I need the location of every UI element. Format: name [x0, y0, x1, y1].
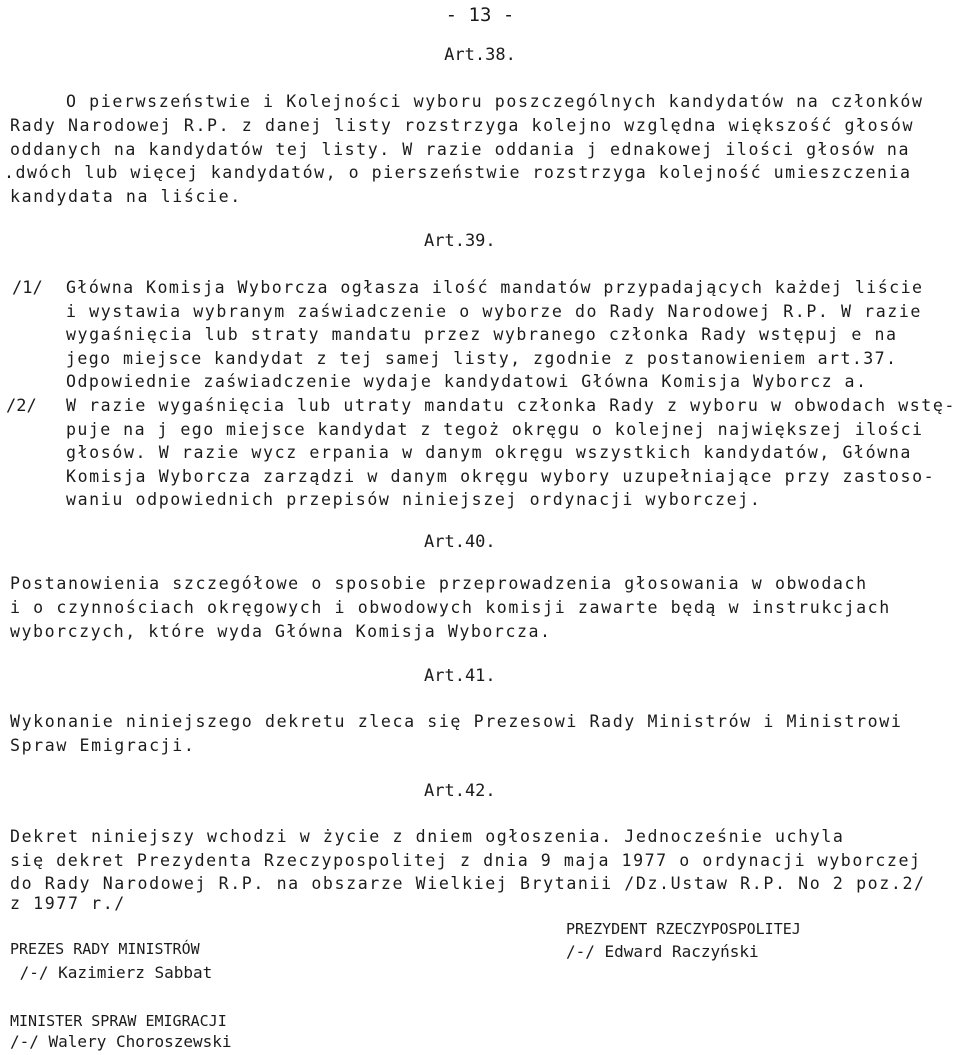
article-38-line: oddanych na kandydatów tej listy. W razie oddania j ednakowej ilości głosów na: [10, 140, 910, 159]
article-40-line: i o czynnościach okręgowych i obwodowych komisji zawarte będą w instrukcjach: [10, 598, 891, 617]
article-38-line: O pierwszeństwie i Kolejności wyboru poszczególnych kandydatów na członków: [66, 92, 924, 111]
prime-minister-signature-title: PREZES RADY MINISTRÓW: [10, 940, 200, 958]
president-signature-title: PREZYDENT RZECZYPOSPOLITEJ: [566, 920, 801, 938]
article-40-line: Postanowienia szczegółowe o sposobie przeprowadzenia głosowania w obwodach: [10, 574, 868, 593]
article-39-heading: Art.39.: [424, 231, 496, 251]
article-39-p2-line: W razie wygaśnięcia lub utraty mandatu członka Rady z wyboru w obwodach wstę-: [66, 396, 956, 415]
article-39-p1-line: Odpowiednie zaświadczenie wydaje kandydatowi Główna Komisja Wyborcz a.: [66, 372, 868, 391]
minister-signature-title: MINISTER SPRAW EMIGRACJI: [10, 1012, 227, 1030]
article-39-p1-line: Główna Komisja Wyborcza ogłasza ilość mandatów przypadających każdej liście: [66, 278, 924, 297]
article-39-p1-line: i wystawia wybranym zaświadczenie o wyborze do Rady Narodowej R.P. W razie: [66, 302, 922, 321]
article-41-heading: Art.41.: [424, 666, 496, 686]
page-number: - 13 -: [445, 4, 515, 26]
article-39-paragraph-1-number: /1/: [12, 278, 43, 298]
article-40-heading: Art.40.: [424, 532, 496, 552]
article-39-paragraph-2-number: /2/: [6, 396, 37, 416]
article-39-p2-line: waniu odpowiednich przepisów niniejszej ordynacji wyborczej.: [66, 490, 762, 509]
article-42-heading: Art.42.: [424, 781, 496, 801]
article-39-p2-line: głosów. W razie wycz erpania w danym okręgu wszystkich kandydatów, Główna: [66, 443, 912, 462]
article-39-p2-line: Komisja Wyborcza zarządzi w danym okręgu wybory uzupełniające przy zastoso-: [66, 467, 936, 486]
article-40-line: wyborczych, które wyda Główna Komisja Wyborcza.: [10, 622, 552, 641]
article-41-line: Wykonanie niniejszego dekretu zleca się Prezesowi Rady Ministrów i Ministrowi: [10, 712, 903, 731]
prime-minister-signature-name: /-/ Kazimierz Sabbat: [10, 963, 213, 982]
president-signature-name: /-/ Edward Raczyński: [566, 942, 759, 961]
article-39-p2-line: puje na j ego miejsce kandydat z tegoż okręgu o kolejnej największej ilości: [66, 420, 924, 439]
article-38-line: .dwóch lub więcej kandydatów, o pierszeństwie rozstrzyga kolejność umieszczenia: [4, 163, 912, 182]
article-42-line: Dekret niniejszy wchodzi w życie z dniem ogłoszenia. Jednocześnie uchyla: [10, 827, 845, 846]
article-41-line: Spraw Emigracji.: [10, 736, 196, 755]
article-38-line: kandydata na liście.: [10, 187, 242, 206]
article-38-heading: Art.38.: [444, 45, 516, 65]
article-42-line: z 1977 r./: [10, 894, 126, 913]
minister-signature-name: /-/ Walery Choroszewski: [10, 1032, 232, 1051]
article-42-line: się dekret Prezydenta Rzeczypospolitej z dnia 9 maja 1977 o ordynacji wyborczej: [10, 851, 922, 870]
article-39-p1-line: jego miejsce kandydat z tej samej listy, zgodnie z postanowieniem art.37.: [66, 349, 898, 368]
article-38-line: Rady Narodowej R.P. z danej listy rozstrzyga kolejno względna większość głosów: [10, 116, 915, 135]
article-42-line: do Rady Narodowej R.P. na obszarze Wielkiej Brytanii /Dz.Ustaw R.P. No 2 poz.2/: [10, 874, 926, 893]
article-39-p1-line: wygaśnięcia lub straty mandatu przez wybranego członka Rady wstępuj e na: [66, 325, 898, 344]
